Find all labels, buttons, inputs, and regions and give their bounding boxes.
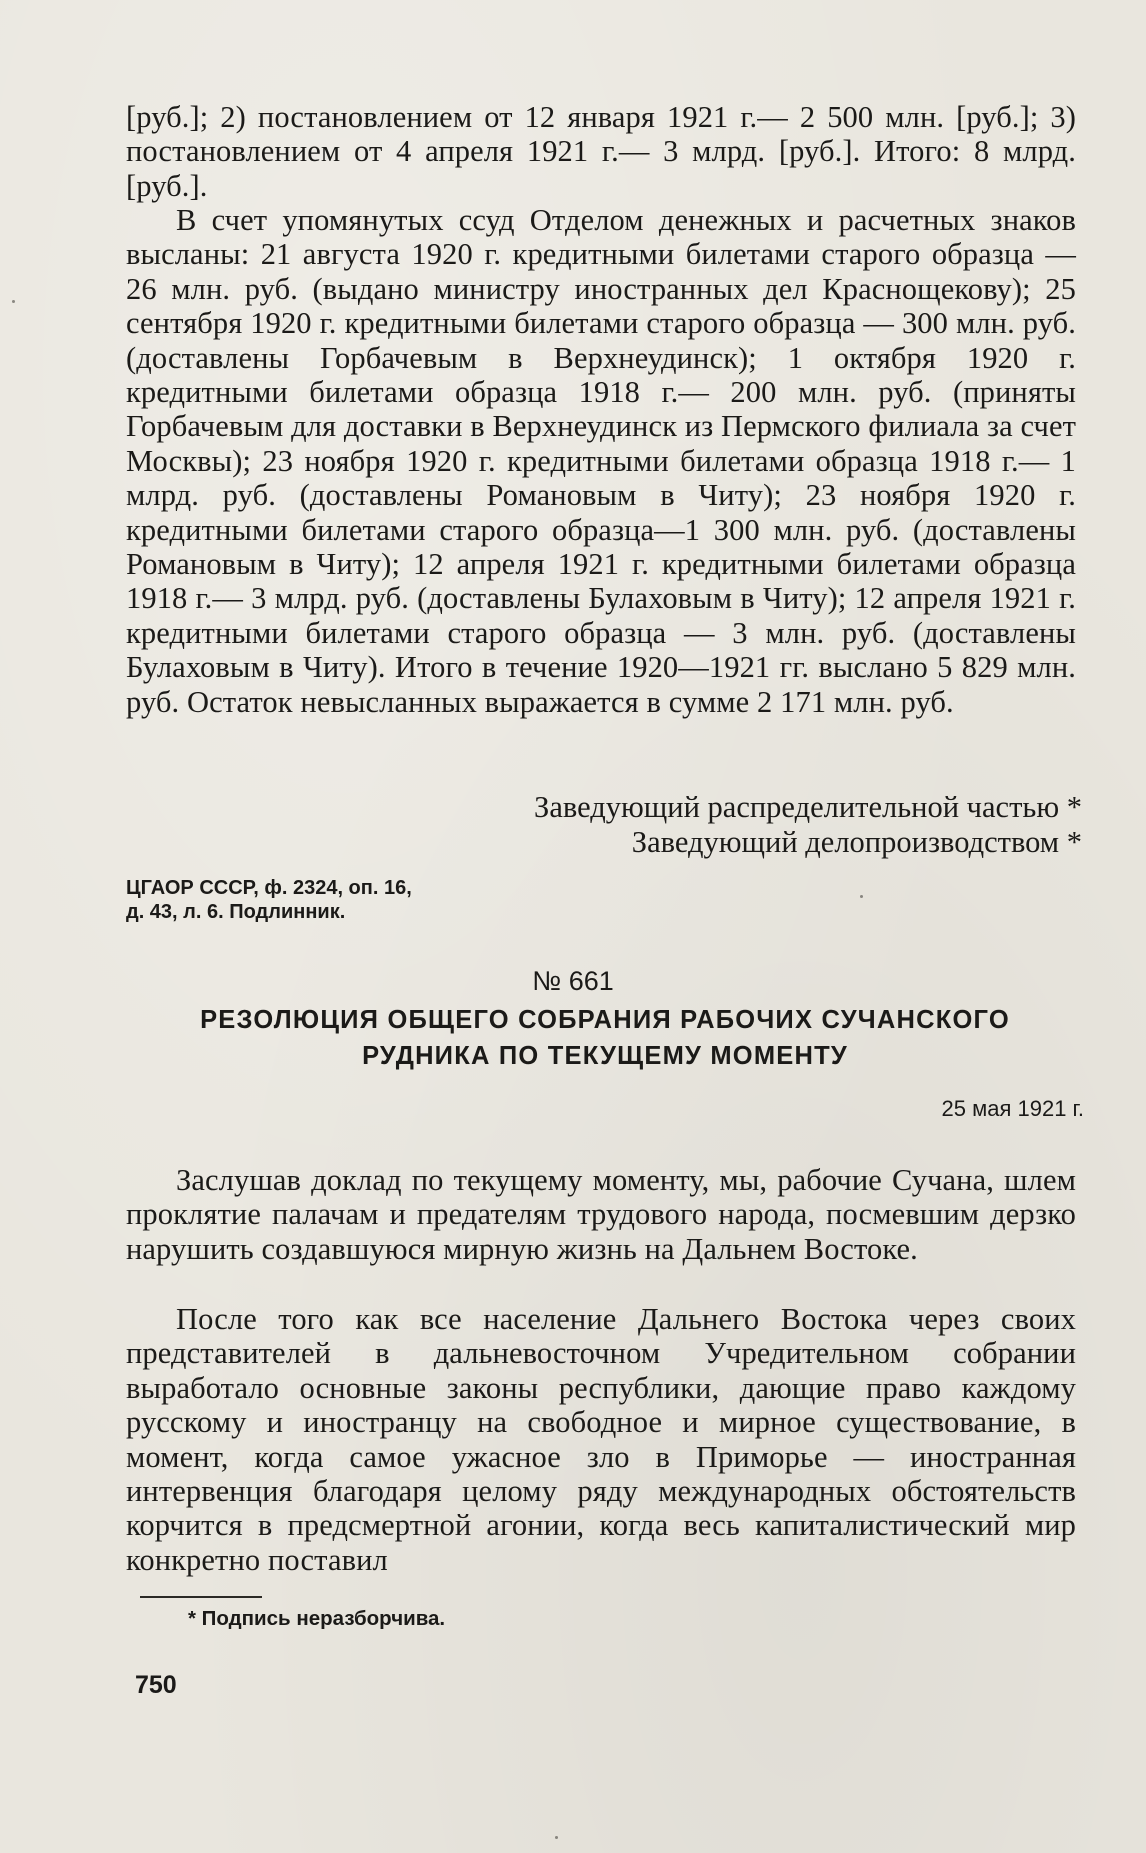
document-number: № 661 (532, 966, 614, 996)
print-speck (12, 300, 15, 303)
signature-line: Заведующий распределительной частью * (534, 790, 1082, 824)
document-title-line: РЕЗОЛЮЦИЯ ОБЩЕГО СОБРАНИЯ РАБОЧИХ СУЧАНСКОГО (200, 1006, 1010, 1034)
paragraph-text: [руб.]; 2) постановлением от 12 января 1921 г.— 2 500 млн. [руб.]; 3) постановлением от 4 апреля 1921 г.— 3 млрд. [руб.]. Итого: 8 млрд. [руб.]. (126, 100, 1076, 203)
archive-reference-line: ЦГАОР СССР, ф. 2324, оп. 16, (126, 877, 412, 899)
signature-line: Заведующий делопроизводством * (631, 824, 1082, 859)
print-speck (860, 895, 863, 898)
paragraph-resolution-1 (126, 1163, 1076, 1266)
paragraph-text: После того как все население Дальнего Востока через своих представителей в дальневосточном Учредительном собрании выработало основные законы республики, дающие право каждому русскому и иностранцу на свободное и мирное существование, в момент, когда самое ужасное зло в Приморье — иностранная интервенция благодаря целому ряду международных обстоятельств корчится в предсмертной агонии, когда весь капиталистический мир конкретно поставил (126, 1302, 1076, 1577)
paragraph-remittances (126, 203, 1076, 719)
archive-reference-line: д. 43, л. 6. Подлинник. (126, 901, 346, 923)
document-date: 25 мая 1921 г. (941, 1096, 1084, 1121)
archive-reference (126, 876, 626, 924)
page-number: 750 (135, 1671, 177, 1699)
paragraph-continuation (126, 100, 1076, 203)
footnote-divider (140, 1596, 262, 1598)
document-title-line: РУДНИКА ПО ТЕКУЩЕМУ МОМЕНТУ (362, 1042, 848, 1070)
signature-block (282, 790, 1082, 859)
document-title (130, 1002, 1080, 1074)
paragraph-text: В счет упомянутых ссуд Отделом денежных и расчетных знаков высланы: 21 августа 1920 г. кредитными билетами старого образца — 26 млн. руб. (выдано министру иностранных дел Краснощекову); 25 сентября 1920 г. кредитными билетами старого образца — 300 млн. руб. (доставлены Горбачевым в Верхнеудинск); 1 октября 1920 г. кредитными билетами образца 1918 г.— 200 млн. руб. (приняты Горбачевым для доставки в Верхнеудинск из Пермского филиала за счет Москвы); 23 ноября 1920 г. кредитными билетами образца 1918 г.— 1 млрд. руб. (доставлены Романовым в Читу); 23 ноября 1920 г. кредитными билетами старого образца—1 300 млн. руб. (доставлены Романовым в Читу); 12 апреля 1921 г. кредитными билетами образца 1918 г.— 3 млрд. руб. (доставлены Булаховым в Читу); 12 апреля 1921 г. кредитными билетами старого образца — 3 млн. руб. (доставлены Булаховым в Читу). Итого в течение 1920—1921 гг. выслано 5 829 млн. руб. Остаток невысланных выражается в сумме 2 171 млн. руб. (126, 203, 1077, 719)
print-speck (555, 1836, 558, 1839)
footnote: * Подпись неразборчива. (188, 1607, 446, 1630)
paragraph-resolution-2 (126, 1302, 1076, 1577)
paragraph-text: Заслушав доклад по текущему моменту, мы, рабочие Сучана, шлем проклятие палачам и предателям трудового народа, посмевшим дерзко нарушить создавшуюся мирную жизнь на Дальнем Востоке. (126, 1163, 1076, 1266)
